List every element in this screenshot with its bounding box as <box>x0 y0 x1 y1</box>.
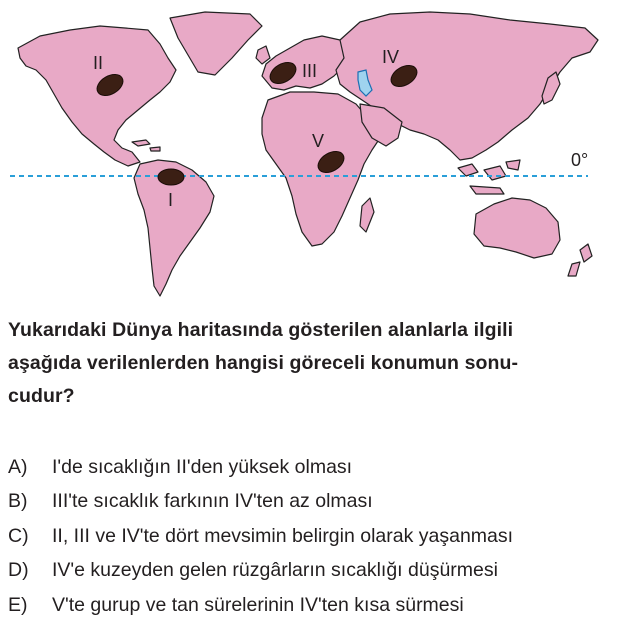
option-text: V'te gurup ve tan sürelerinin IV'ten kısa sürmesi <box>52 593 464 616</box>
option-text: II, III ve IV'te dört mevsimin belirgin olarak yaşanması <box>52 524 514 547</box>
option-letter: A) <box>8 455 28 478</box>
option-d[interactable] <box>8 554 618 589</box>
region-label-i: I <box>168 190 174 210</box>
option-b[interactable] <box>8 485 618 520</box>
caribbean-islands <box>132 140 160 151</box>
equator-label: 0° <box>571 150 589 170</box>
region-spot-i <box>158 169 184 185</box>
region-label-iii: III <box>302 61 318 81</box>
question-line-2: aşağıda verilenlerden hangisi göreceli konumun sonu- <box>8 352 519 374</box>
new-zealand <box>568 244 592 276</box>
madagascar <box>360 198 374 232</box>
world-map <box>0 0 622 300</box>
option-text: IV'e kuzeyden gelen rüzgârların sıcaklığı düşürmesi <box>52 559 498 582</box>
option-text: III'te sıcaklık farkının IV'ten az olması <box>52 490 373 513</box>
region-label-iv: IV <box>382 47 400 67</box>
option-letter: B) <box>8 490 28 513</box>
option-letter: D) <box>8 559 29 582</box>
region-label-v: V <box>312 131 325 151</box>
north-america <box>18 26 176 166</box>
answer-options <box>8 450 618 623</box>
australia <box>474 198 560 258</box>
british-isles <box>256 46 270 64</box>
option-letter: E) <box>8 593 28 616</box>
question-text <box>8 314 618 413</box>
region-label-ii: II <box>93 53 104 73</box>
option-text: I'de sıcaklığın II'den yüksek olması <box>52 455 353 478</box>
question-line-1: Yukarıdaki Dünya haritasında gösterilen alanlarla ilgili <box>8 319 514 341</box>
option-e[interactable] <box>8 588 618 623</box>
greenland <box>170 12 262 75</box>
question-line-3: cudur? <box>8 385 75 407</box>
option-letter: C) <box>8 524 29 547</box>
option-c[interactable] <box>8 519 618 554</box>
option-a[interactable] <box>8 450 618 485</box>
